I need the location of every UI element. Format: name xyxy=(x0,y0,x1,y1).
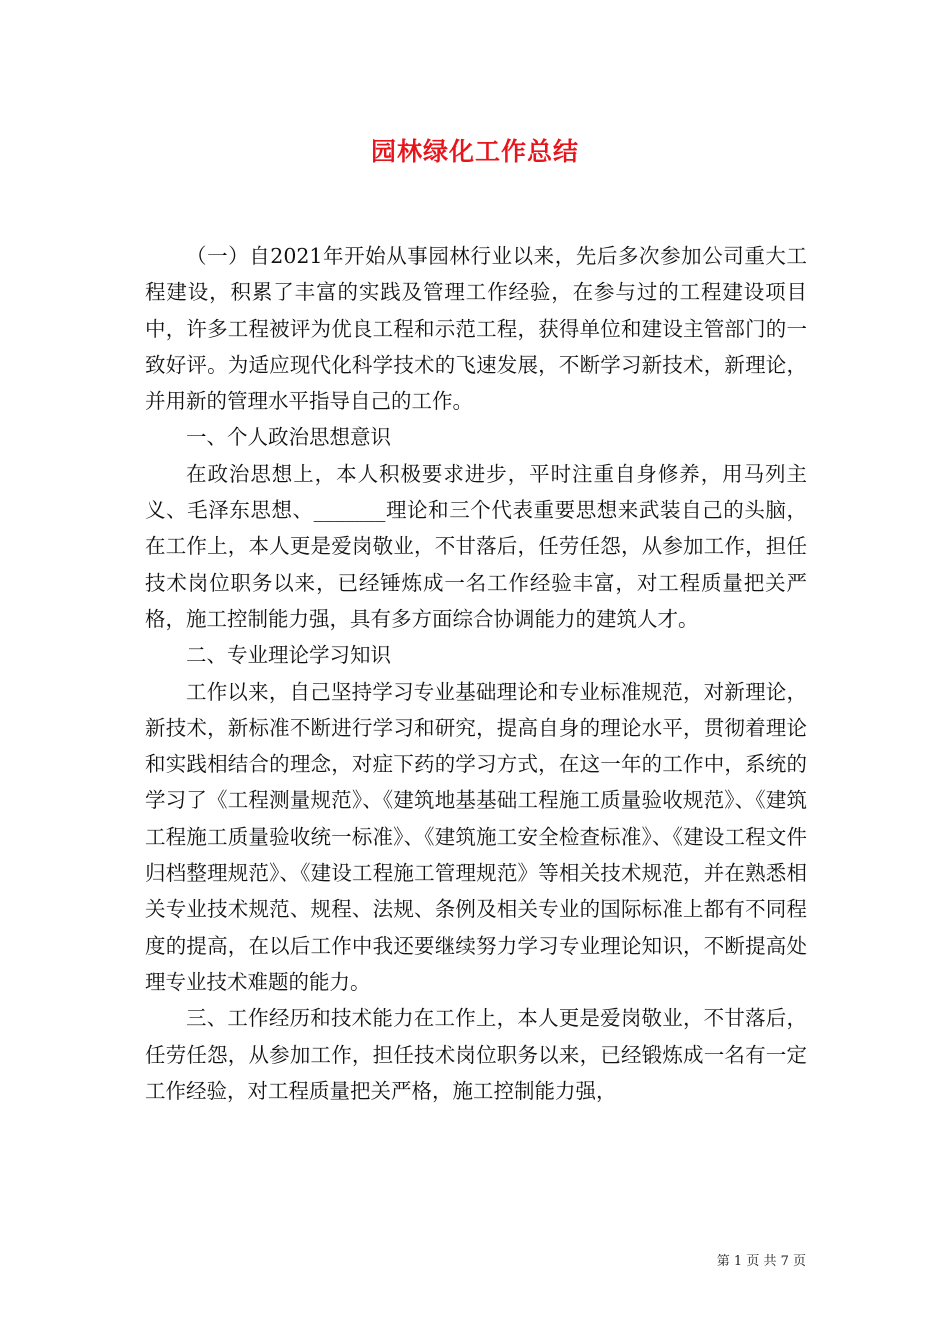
paragraph-intro: （一）自2021年开始从事园林行业以来，先后多次参加公司重大工程建设，积累了丰富的实践及管理工作经验，在参与过的工程建设项目中，许多工程被评为优良工程和示范工程，获得单位和建设主管部门的一致好评。为适应现代化科学技术的飞速发展，不断学习新技术，新理论，并用新的管理水平指导自己的工作。 xyxy=(145,244,807,414)
document-title: 园林绿化工作总结 xyxy=(370,137,579,166)
paragraph-experience: 三、工作经历和技术能力在工作上，本人更是爱岗敬业，不甘落后，任劳任怨，从参加工作，担任技术岗位职务以来，已经锻炼成一名有一定工作经验，对工程质量把关严格，施工控制能力强， xyxy=(145,1006,807,1103)
section-heading-political: 一、个人政治思想意识 xyxy=(186,425,391,450)
document-body xyxy=(145,238,807,1109)
page-number: 第 1 页 共 7 页 xyxy=(716,1254,806,1269)
paragraph-theory: 工作以来，自己坚持学习专业基础理论和专业标准规范，对新理论，新技术，新标准不断进行学习和研究，提高自身的理论水平，贯彻着理论和实践相结合的理念，对症下药的学习方式，在这一年的工作中，系统的学习了《工程测量规范》、《建筑地基基础工程施工质量验收规范》、《建筑工程施工质量验收统一标准》、《建筑施工安全检查标准》、《建设工程文件归档整理规范》、《建设工程施工管理规范》等相关技术规范，并在熟悉相关专业技术规范、规程、法规、条例及相关专业的国际标准上都有不同程度的提高，在以后工作中我还要继续努力学习专业理论知识，不断提高处理专业技术难题的能力。 xyxy=(145,679,807,994)
section-heading-theory: 二、专业理论学习知识 xyxy=(186,643,391,668)
paragraph-political: 在政治思想上，本人积极要求进步，平时注重自身修养，用马列主义、毛泽东思想、_______理论和三个代表重要思想来武装自己的头脑，在工作上，本人更是爱岗敬业，不甘落后，任劳任怨，从参加工作，担任技术岗位职务以来，已经锤炼成一名工作经验丰富，对工程质量把关严格，施工控制能力强，具有多方面综合协调能力的建筑人才。 xyxy=(145,461,807,631)
